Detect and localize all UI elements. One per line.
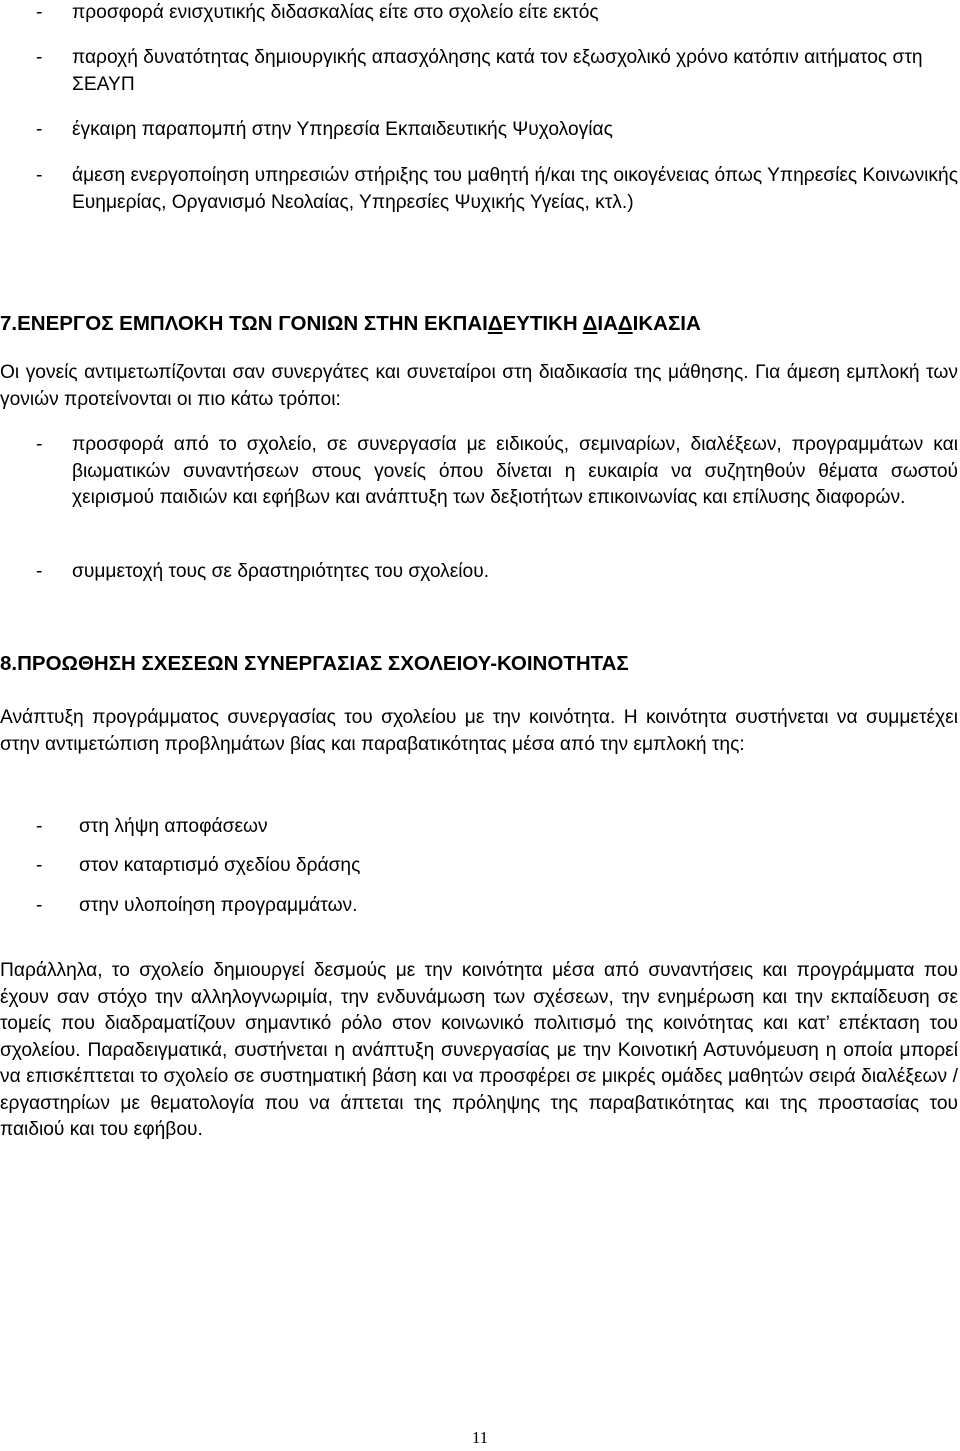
list-item-text: στην υλοποίηση προγραμμάτων. <box>79 895 358 916</box>
list-item-text: προσφορά ενισχυτικής διδασκαλίας είτε στο σχολείο είτε εκτός <box>72 2 599 23</box>
section-8-closing-paragraph: Παράλληλα, το σχολείο δημιουργεί δεσμούς με την κοινότητα μέσα από συναντήσεις και προγράμματα που έχουν σαν στόχο την αλληλογνωριμία, την ενδυνάμωση των σχέσεων, την ενημέρωση και την εκπαίδευση σε τομείς που διαδραματίζουν σημαντικό ρόλο στον κοινωνικό πολιτισμό της κοινότητας και κατ’ επέκταση του σχολείου. Παραδειγματικά, συστήνεται η ανάπτυξη συνεργασίας με την Κοινοτική Αστυνόμευση η οποία μπορεί να επισκέπτεται το σχολείο σε συστηματική βάση και να προσφέρει σε μικρές ομάδες μαθητών σειρά διαλέξεων / εργαστηρίων με θεματολογία που να άπτεται της πρόληψης της παραβατικότητας και της προστασίας του παιδιού και του εφήβου. <box>0 960 958 1140</box>
page-number: 11 <box>471 1428 489 1447</box>
list-item-text: στον καταρτισμό σχεδίου δράσης <box>79 855 361 876</box>
dash-marker: - <box>36 47 43 68</box>
dash-marker: - <box>36 855 43 876</box>
section-7-intro: Οι γονείς αντιμετωπίζονται σαν συνεργάτες και συνεταίροι στη διαδικασία της μάθησης. Για άμεση εμπλοκή των γονιών προτείνονται οι πιο κάτω τρόποι: <box>0 362 958 410</box>
dash-marker: - <box>36 561 43 582</box>
section-8-intro: Ανάπτυξη προγράμματος συνεργασίας του σχολείου με την κοινότητα. Η κοινότητα συστήνεται να συμμετέχει στην αντιμετώπιση προβλημάτων βίας και παραβατικότητας μέσα από την εμπλοκή της: <box>0 707 958 755</box>
dash-marker: - <box>36 2 43 23</box>
list-item-text: στη λήψη αποφάσεων <box>79 816 268 837</box>
list-item-text: συμμετοχή τους σε δραστηριότητες του σχολείου. <box>72 561 490 582</box>
list-item-text: άμεση ενεργοποίηση υπηρεσιών στήριξης του μαθητή ή/και της οικογένειας όπως Υπηρεσίες Κοινωνικής Ευημερίας, Οργανισμό Νεολαίας, Υπηρεσίες Ψυχικής Υγείας, κτλ.) <box>72 165 958 213</box>
list-item-text: προσφορά από το σχολείο, σε συνεργασία με ειδικούς, σεμιναρίων, διαλέξεων, προγραμμάτων και βιωματικών συναντήσεων στους γονείς όπου δίνεται η ευκαιρία να συζητηθούν θέματα σωστού χειρισμού παιδιών και εφήβων και ανάπτυξη των δεξιοτήτων επικοινωνίας και επίλυσης διαφορών. <box>72 434 958 508</box>
dash-marker: - <box>36 434 43 455</box>
dash-marker: - <box>36 165 43 186</box>
list-item-text: παροχή δυνατότητας δημιουργικής απασχόλησης κατά τον εξωσχολικό χρόνο κατόπιν αιτήματος στη ΣΕΑΥΠ <box>72 47 923 95</box>
section-8-heading: 8.ΠΡΟΩΘΗΣΗ ΣΧΕΣΕΩΝ ΣΥΝΕΡΓΑΣΙΑΣ ΣΧΟΛΕΙΟΥ-ΚΟΙΝΟΤΗΤΑΣ <box>0 652 629 675</box>
list-item-text: έγκαιρη παραπομπή στην Υπηρεσία Εκπαιδευτικής Ψυχολογίας <box>72 119 613 140</box>
dash-marker: - <box>36 119 43 140</box>
dash-marker: - <box>36 816 43 837</box>
section-7-heading: 7.ΕΝΕΡΓΟΣ ΕΜΠΛΟΚΗ ΤΩΝ ΓΟΝΙΩΝ ΣΤΗΝ ΕΚΠΑΙΔΕΥΤΙΚΗ ΔΙΑΔΙΚΑΣΙΑ <box>0 312 701 335</box>
dash-marker: - <box>36 895 43 916</box>
